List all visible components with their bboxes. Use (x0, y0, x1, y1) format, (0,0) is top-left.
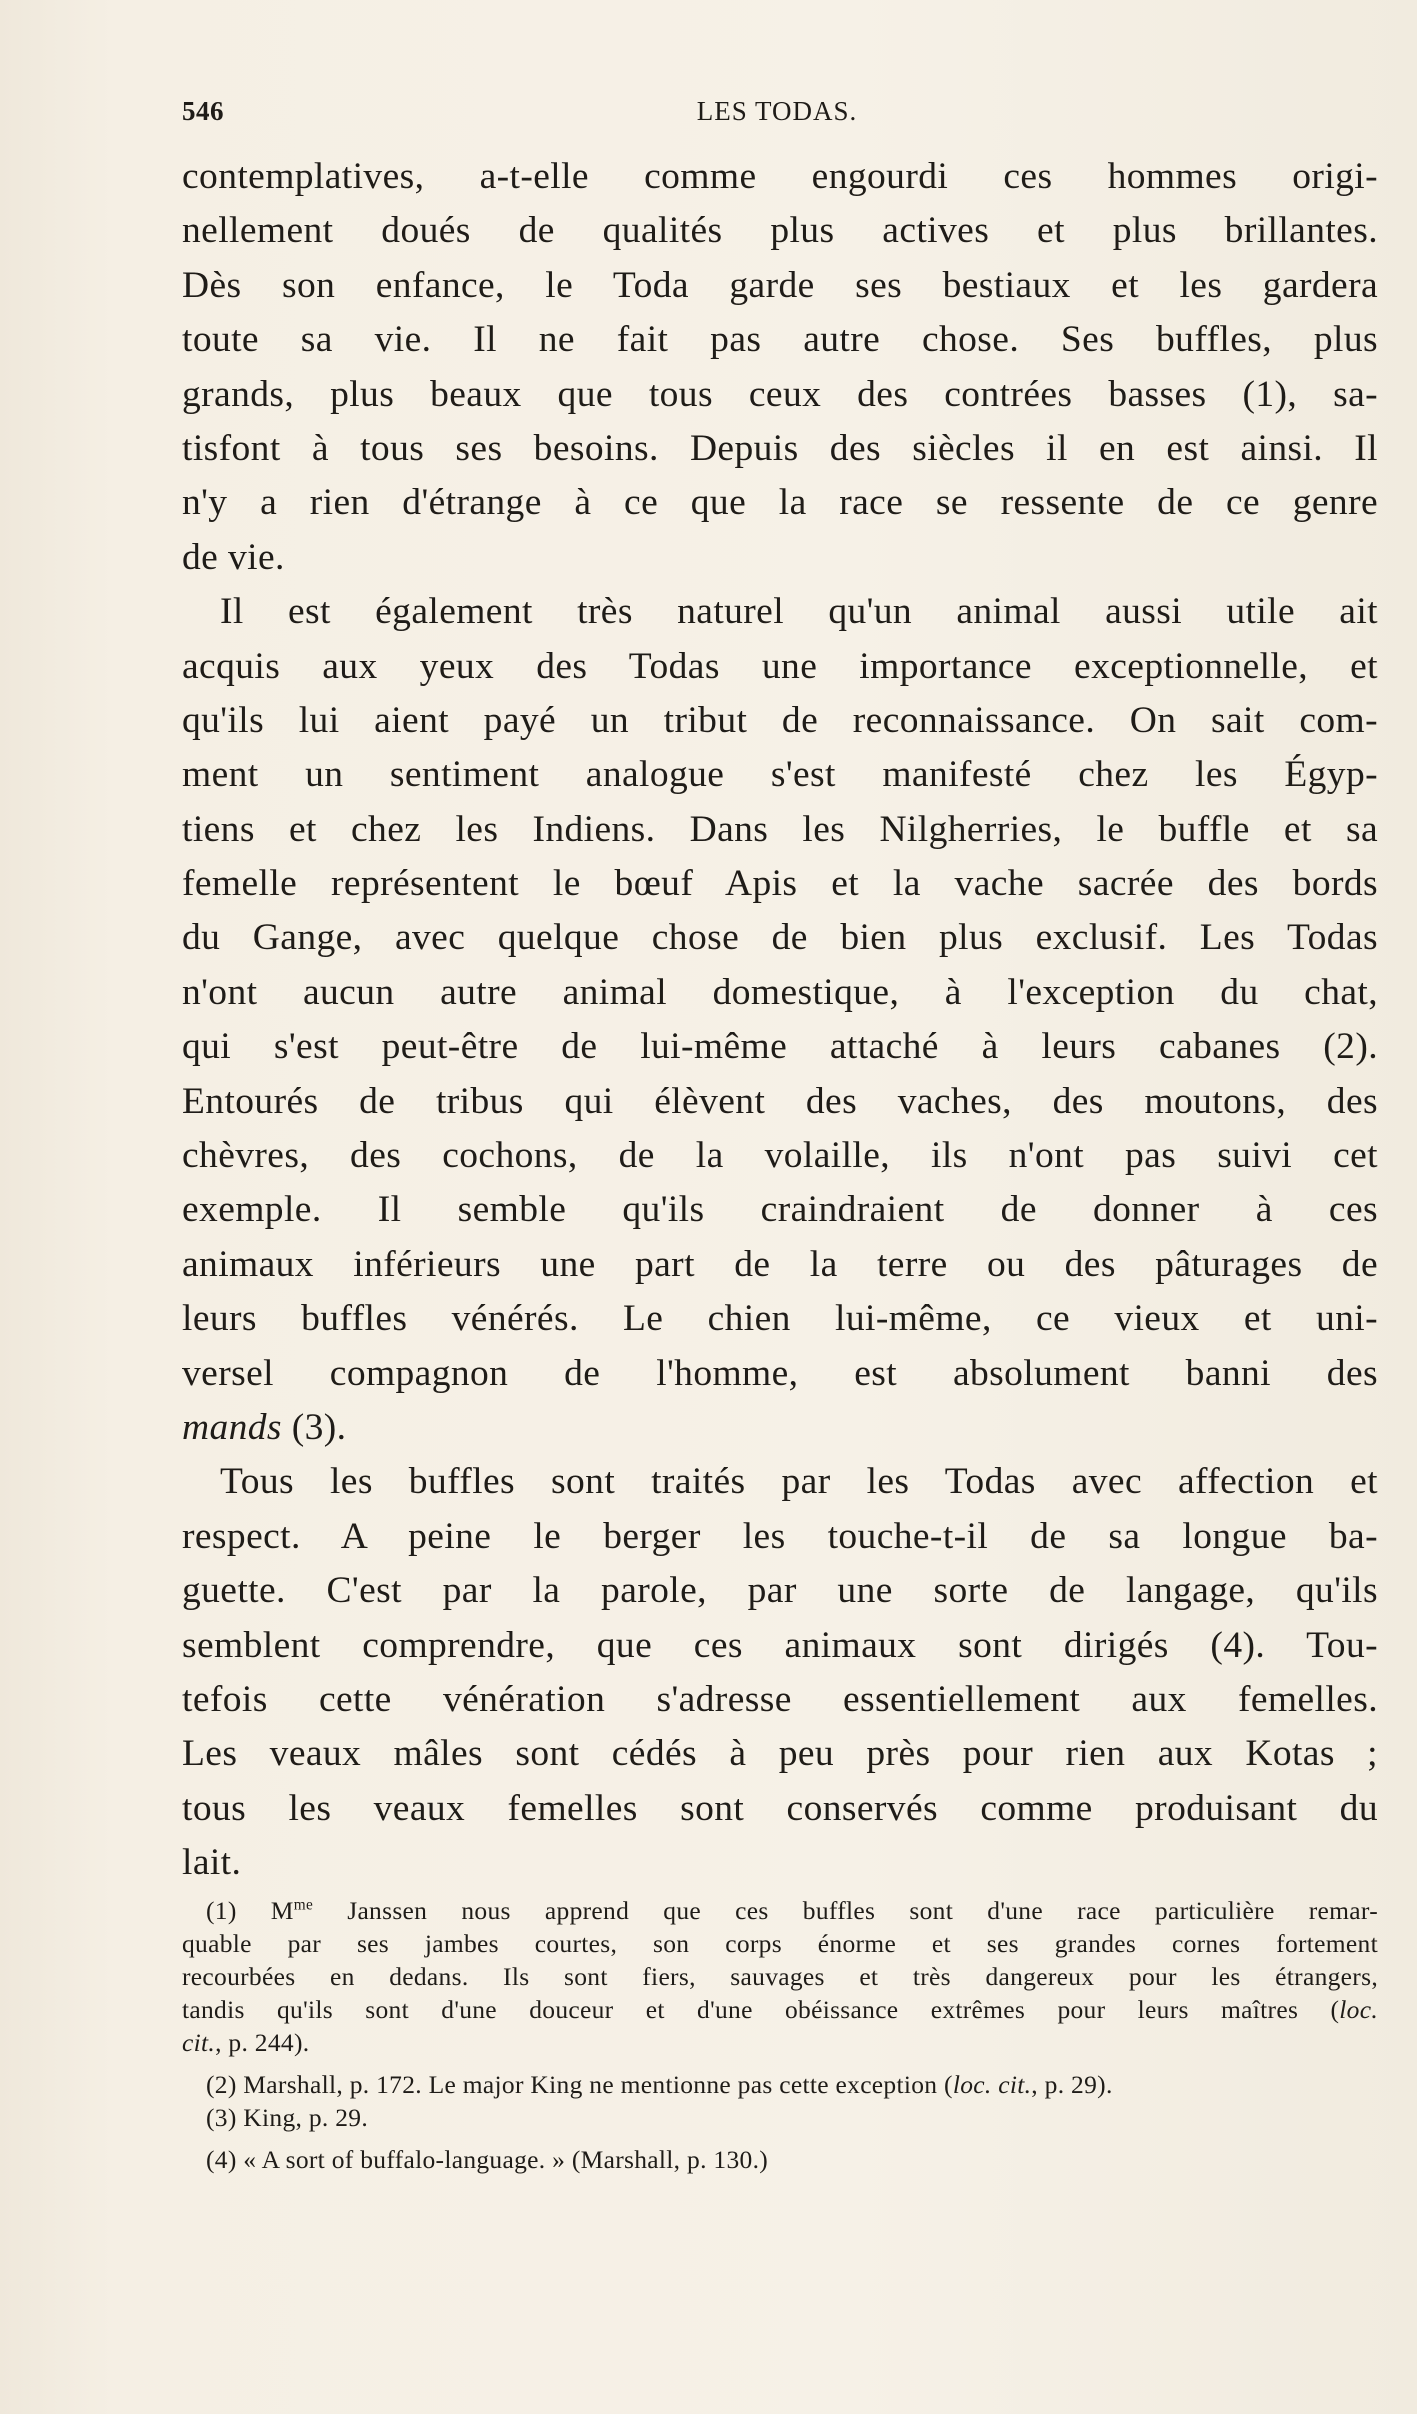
text-line: du Gange, avec quelque chose de bien plus exclusif. Les Todas (182, 917, 1378, 959)
text-line: exemple. Il semble qu'ils craindraient de donner à ces (182, 1189, 1378, 1231)
page-number: 546 (182, 96, 224, 126)
text-line: ment un sentiment analogue s'est manifesté chez les Égyp- (182, 754, 1378, 796)
text-line: animaux inférieurs une part de la terre ou des pâturages de (182, 1243, 1378, 1285)
text-line: tisfont à tous ses besoins. Depuis des siècles il en est ainsi. Il (182, 427, 1378, 469)
text-line: Il est également très naturel qu'un animal aussi utile ait (220, 591, 1378, 633)
text-line: qui s'est peut-être de lui-même attaché à leurs cabanes (2). (182, 1026, 1378, 1068)
text-line: Dès son enfance, le Toda garde ses bestiaux et les gardera (182, 264, 1378, 306)
text-line: Les veaux mâles sont cédés à peu près pour rien aux Kotas ; (182, 1733, 1378, 1775)
text-line: qu'ils lui aient payé un tribut de reconnaissance. On sait com- (182, 699, 1378, 741)
text-line: nellement doués de qualités plus actives et plus brillantes. (182, 210, 1378, 252)
text-line: Tous les buffles sont traités par les Todas avec affection et (220, 1461, 1378, 1503)
text-line: de vie. (182, 536, 285, 578)
text-line: respect. A peine le berger les touche-t-il de sa longue ba- (182, 1515, 1378, 1557)
text-line: tefois cette vénération s'adresse essentiellement aux femelles. (182, 1678, 1378, 1720)
footnote-1-line: cit., p. 244). (182, 2028, 310, 2057)
text-line: acquis aux yeux des Todas une importance exceptionnelle, et (182, 645, 1378, 687)
page-header (182, 96, 1372, 136)
text-line: chèvres, des cochons, de la volaille, ils n'ont pas suivi cet (182, 1135, 1378, 1177)
footnote-1-line: (1) $M^{me}$ Janssen nous apprend que ces buffles sont d'une race particulière remar- (206, 1896, 1378, 1925)
body-text (182, 150, 1378, 1891)
footnote-3: (3) King, p. 29. (206, 2103, 369, 2132)
footnote-1-line: quable par ses jambes courtes, son corps énorme et ses grandes cornes fortement (182, 1929, 1378, 1958)
running-title: LES TODAS. (696, 96, 858, 126)
text-line: contemplatives, a-t-elle comme engourdi ces hommes origi- (182, 156, 1378, 197)
text-line: n'ont aucun autre animal domestique, à l'exception du chat, (182, 971, 1378, 1013)
text-line: leurs buffles vénérés. Le chien lui-même, ce vieux et uni- (182, 1298, 1378, 1340)
text-line: tiens et chez les Indiens. Dans les Nilgherries, le buffle et sa (182, 808, 1378, 850)
superscript: me (293, 1896, 314, 1914)
footnote-1-line: recourbées en dedans. Ils sont fiers, sauvages et très dangereux pour les étrangers, (182, 1962, 1378, 1991)
italic-word: mands (182, 1406, 282, 1448)
footnote-1-line: tandis qu'ils sont d'une douceur et d'une obéissance extrêmes pour leurs maîtres (loc. (182, 1995, 1378, 2024)
footnote-2: (2) Marshall, p. 172. Le major King ne mentionne pas cette exception (loc. cit., p. 29). (206, 2070, 1113, 2099)
text-line: lait. (182, 1842, 242, 1884)
footnote-4: (4) « A sort of buffalo-language. » (Marshall, p. 130.) (206, 2145, 769, 2174)
footnotes (182, 1894, 1378, 2176)
footnote-ref: (3). (281, 1406, 347, 1448)
text-line: n'y a rien d'étrange à ce que la race se ressente de ce genre (182, 482, 1378, 524)
text-line: femelle représentent le bœuf Apis et la vache sacrée des bords (182, 863, 1378, 905)
text-line: guette. C'est par la parole, par une sorte de langage, qu'ils (182, 1570, 1378, 1612)
text-line: Entourés de tribus qui élèvent des vaches, des moutons, des (182, 1080, 1378, 1122)
footnote-gap (182, 2059, 1378, 2068)
text-line: tous les veaux femelles sont conservés comme produisant du (182, 1787, 1378, 1829)
text-line (182, 1401, 1378, 1455)
text-line: versel compagnon de l'homme, est absolument banni des (182, 1352, 1378, 1394)
text-line: semblent comprendre, que ces animaux sont dirigés (4). Tou- (182, 1624, 1378, 1666)
text-line: grands, plus beaux que tous ceux des contrées basses (1), sa- (182, 373, 1378, 415)
text-line: toute sa vie. Il ne fait pas autre chose. Ses buffles, plus (182, 319, 1378, 361)
footnote-gap (182, 2134, 1378, 2143)
